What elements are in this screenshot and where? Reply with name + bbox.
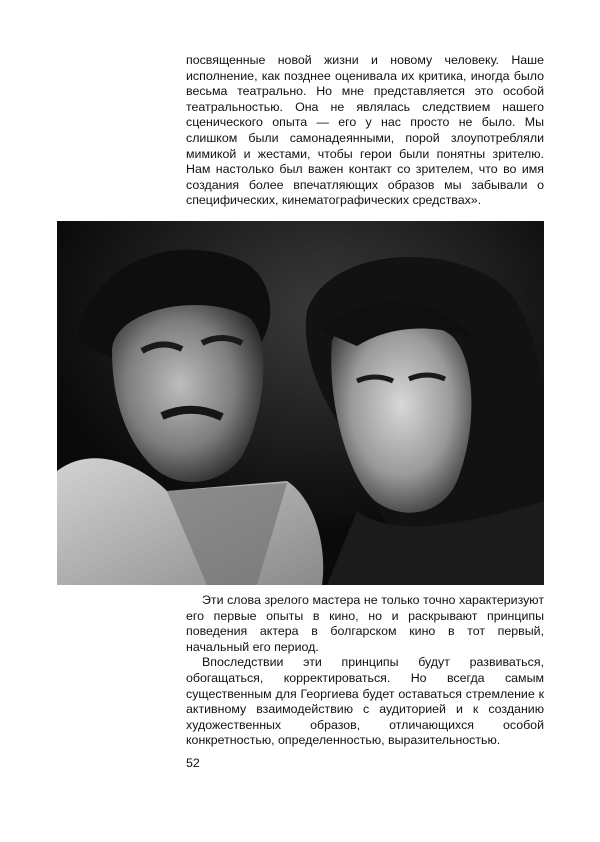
- film-still-photo: [57, 221, 544, 585]
- film-still-image: [57, 221, 544, 585]
- bottom-text-block: [186, 593, 544, 749]
- page-number: 52: [186, 756, 200, 770]
- top-paragraph: посвященные новой жизни и новому человеку. Наше исполнение, как позднее оценивала их критика, иногда было весьма театрально. Но мне представляется это особой театральностью. Она не являлась следствием нашего сценического опыта — его у нас просто не было. Мы слишком были самонадеянными, порой злоупотребляли мимикой и жестами, чтобы герои были понятны зрителю. Нам настолько был важен контакт со зрителем, что во имя создания более впечатляющих образов мы забывали о специфических, кинематографических средствах».: [186, 53, 544, 208]
- paragraph-3: Впоследствии эти принципы будут развиваться, обогащаться, корректироваться. Но всегда самым существенным для Георгиева будет оставаться стремление к активному взаимодействию с аудиторией и к созданию художественных образов, отличающихся особой конкретностью, определенностью, выразительностью.: [186, 655, 544, 748]
- top-text-block: [186, 53, 544, 209]
- paragraph-2: Эти слова зрелого мастера не только точно характеризуют его первые опыты в кино, но и раскрывают принципы поведения актера в болгарском кино в тот первый, начальный его период.: [186, 593, 544, 654]
